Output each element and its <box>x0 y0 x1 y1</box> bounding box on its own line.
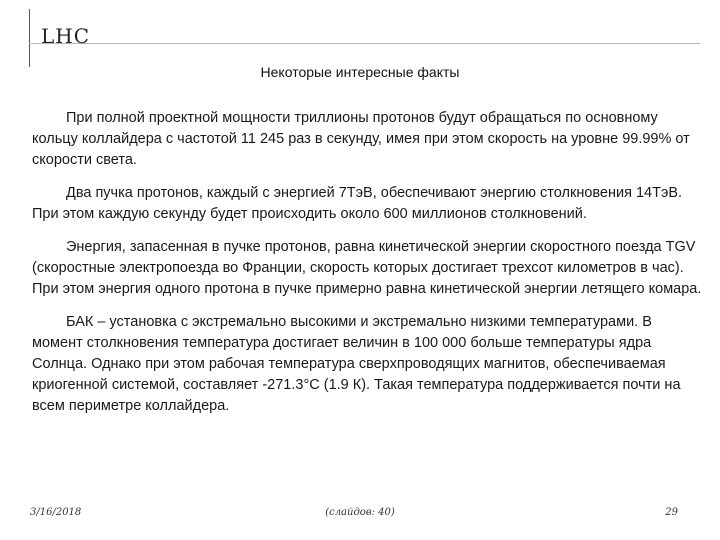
footer-page-number: 29 <box>665 507 678 518</box>
paragraph-collision-energy: Два пучка протонов, каждый с энергией 7ТэВ, обеспечивают энергию столкновения 14ТэВ. При этом каждую секунду будет происходить около 600 миллионов столкновений. <box>32 185 683 222</box>
footer-slides-count: (слайдов: 40) <box>325 507 395 518</box>
slide-subtitle: Некоторые интересные факты <box>260 64 460 80</box>
slide-content <box>32 108 702 429</box>
title-frame-horizontal-line <box>29 43 700 44</box>
footer-date: 3/16/2018 <box>30 507 82 518</box>
title-frame-vertical-line <box>29 9 30 67</box>
slide-title: LHC <box>41 24 91 48</box>
paragraph-proton-speed: При полной проектной мощности триллионы протонов будут обращаться по основному кольцу коллайдера с частотой 11 245 раз в секунду, имея при этом скорость на уровне 99.99% от скорости света. <box>32 110 690 168</box>
paragraph-temperatures: БАК – установка с экстремально высокими и экстремально низкими температурами. В момент столкновения температура достигает величин в 100 000 больше температуры ядра Солнца. Однако при этом рабочая температура сверхпроводящих магнитов, обеспечиваемая криогенной системой, составляет -271.3°С (1.9 К). Такая температура поддерживается почти на всем периметре коллайдера. <box>32 314 681 414</box>
paragraph-beam-energy: Энергия, запасенная в пучке протонов, равна кинетической энергии скоростного поезда TGV (скоростные электропоезда во Франции, скорость которых достигает трехсот километров в час). При этом энергия одного протона в пучке примерно равна кинетической энергии летящего комара. <box>32 239 702 297</box>
